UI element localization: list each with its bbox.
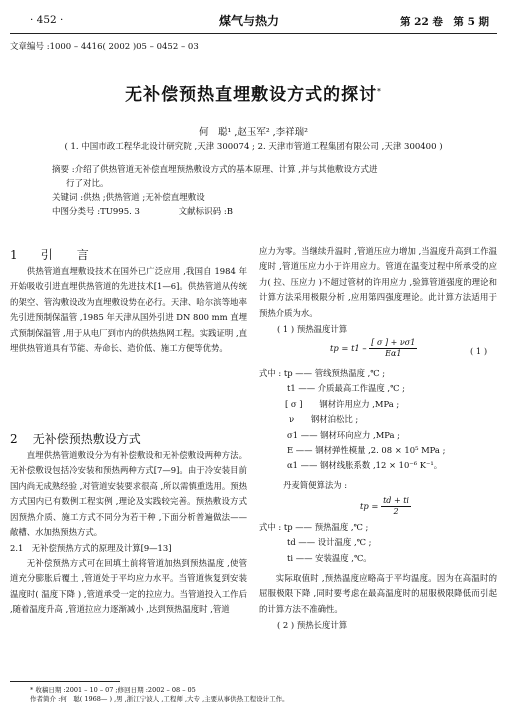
page-number: · 452 · [30, 14, 64, 26]
equation-2-fraction [381, 496, 411, 517]
title-footnote-mark: * [377, 86, 382, 96]
equation-1-fraction [369, 338, 417, 359]
right-paragraph-1-text: 应力为零。当继续升温时 ,管道压应力增加 ,当温度升高到工作温度时 ,管道压应力小于许用应力。管道在温变过程中所承受的应力( 拉、压应力 )不超过管材的许用应力 ,验算管道强度的理论和计算方法采用极限分析 ,应用第四强度理论。此计算方法适用于预热介质为水。 [259, 246, 497, 318]
equation-1-number: ( 1 ) [470, 346, 488, 356]
section-2-paragraph [10, 448, 247, 540]
footnote-author-bio: 作者简介 :何 聪( 1968— ) ,男 ,浙江宁波人 ,工程师 ,大专 ,主要从事供热工程设计工作。 [30, 695, 289, 703]
subheading-preheat-temperature: ( 1 ) 预热温度计算 [277, 324, 348, 334]
classification-line [52, 205, 462, 219]
section-1-text: 供热管道直埋敷设技术在国外已广泛应用 ,我国自 1984 年开始吸收引进直埋供热管道的先进技术[1—6]。供热管道从传统的架空、管沟敷设改为直埋敷设势在必行。天津、哈尔滨等地率先引进预制保温管 ,1985 年天津从国外引进 DN 800 mm 直埋式预制保温管 ,用于从电厂到市内的供热热网工程。实践证明 ,直埋供热管道具有节能、寿命长、造价低、施工方便等优势。 [10, 266, 247, 354]
authors: 何 聪¹ ,赵玉军² ,李祥瑞² [198, 127, 308, 138]
volume-issue: 第 22 卷 第 5 期 [400, 16, 490, 28]
section-1-heading [10, 244, 247, 263]
definition-item: t1 —— 介质最高工作温度 ,℃ ; [287, 383, 405, 394]
definition-item: td —— 设计温度 ,℃ ; [287, 537, 372, 548]
section-2-text: 直埋供热管道敷设分为有补偿敷设和无补偿敷设两种方法。无补偿敷设包括冷安装和预热两种方式[7—9]。由于冷安装目前国内尚无成熟经验 ,对管道安装要求很高 ,所以需慎重选用。预热方式国内已有数例工程实例 ,理论及实践较完善。预热敷设方式因预热介质、施工方式不同分为若干种 ,下面分析普遍做法——敞槽、水加热预热方式。 [10, 450, 247, 538]
definition-item: [ σ ] 钢材许用应力 ,MPa ; [285, 398, 400, 409]
affiliations: ( 1. 中国市政工程华北设计研究院 ,天津 300074 ; 2. 天津市管道工程集团有限公司 ,天津 300400 ) [64, 142, 443, 152]
keywords: 关键词 :供热 ;供热管道 ;无补偿直埋敷设 [52, 193, 205, 203]
definition-item: 式中 : tp —— 预热温度 ,℃ ; [259, 522, 369, 532]
clc-number: 中图分类号 :TU995. 3 [52, 207, 140, 217]
right-paragraph-2 [259, 571, 497, 617]
footnote-rule [10, 681, 120, 682]
equation-1-numerator: [ σ ] + νσ1 [371, 338, 416, 347]
abstract-line-1: 摘要 :介绍了供热管道无补偿直埋预热敷设方式的基本原理、计算 ,并与其他敷设方式进 [52, 165, 378, 175]
definition-item: E —— 钢材弹性模量 ,2. 08 × 10⁵ MPa ; [287, 445, 446, 456]
right-paragraph-2-text: 实际取值时 ,预热温度应略高于平均温度。因为在高温时的屈服极限下降 ,同时要考虑在最高温度时的屈服极限降低而引起的计算方法不准确性。 [259, 573, 497, 614]
subsection-2-1-paragraph [10, 556, 247, 618]
subheading-preheat-length: ( 2 ) 预热长度计算 [277, 620, 348, 630]
equation-1 [330, 338, 417, 359]
section-1-title: 引 言 [40, 248, 89, 262]
equation-2-denominator: 2 [393, 507, 399, 516]
equation-2-numerator: td + ti [383, 496, 409, 505]
paper-title [0, 80, 507, 105]
definition-item: ν 钢材泊松比 ; [289, 414, 359, 425]
section-2-number: 2 [10, 432, 18, 446]
equation-1-definitions [259, 366, 497, 474]
document-code: 文献标识码 :B [178, 207, 233, 217]
section-2-heading [10, 428, 247, 447]
equation-2 [360, 496, 411, 517]
simple-calc-label: 丹麦简便算法为 : [283, 480, 348, 490]
abstract-block [52, 163, 462, 219]
section-1-number: 1 [10, 248, 18, 262]
equation-2-definitions [259, 520, 497, 566]
section-2-title: 无补偿预热敷设方式 [32, 432, 141, 446]
definition-item: α1 —— 钢材线胀系数 ,12 × 10⁻⁶ K⁻¹。 [287, 460, 443, 471]
definition-item: σ1 —— 钢材环向应力 ,MPa ; [287, 429, 401, 440]
article-number: 文章编号 :1000 – 4416( 2002 )05 – 0452 – 03 [10, 42, 199, 52]
title-text: 无补偿预热直埋敷设方式的探讨 [125, 85, 378, 105]
footnote-received: * 收稿日期 :2001 – 10 – 07 ;修回日期 :2002 – 08 – 05 [30, 686, 196, 694]
section-1-paragraph [10, 264, 247, 356]
equation-2-lhs: tp = [360, 501, 379, 511]
subsection-2-1-heading: 2.1 无补偿预热方式的原理及计算[9—13] [10, 543, 172, 553]
definition-item: 式中 : tp —— 管线预热温度 ,℃ ; [259, 368, 386, 378]
subsection-2-1-text: 无补偿预热方式可在回填土前将管道加热到预热温度 ,使管道充分膨胀后覆土 ,管道处于平均应力水平。当管道恢复到安装温度时( 温度下降 ) ,管道承受一定的拉应力。当管道投入工作后 ,随着温度升高 ,管道拉应力逐渐减小 ,达到预热温度时 ,管道 [10, 558, 247, 615]
abstract-line-2: 行了对比。 [66, 179, 109, 189]
equation-1-denominator: Eα1 [385, 349, 402, 358]
equation-1-lhs: tp = t1 – [330, 343, 367, 353]
right-paragraph-1 [259, 244, 497, 321]
journal-name: 煤气与热力 [219, 14, 280, 28]
header-rule [10, 33, 497, 34]
definition-item: ti —— 安装温度 ,℃。 [287, 552, 372, 563]
